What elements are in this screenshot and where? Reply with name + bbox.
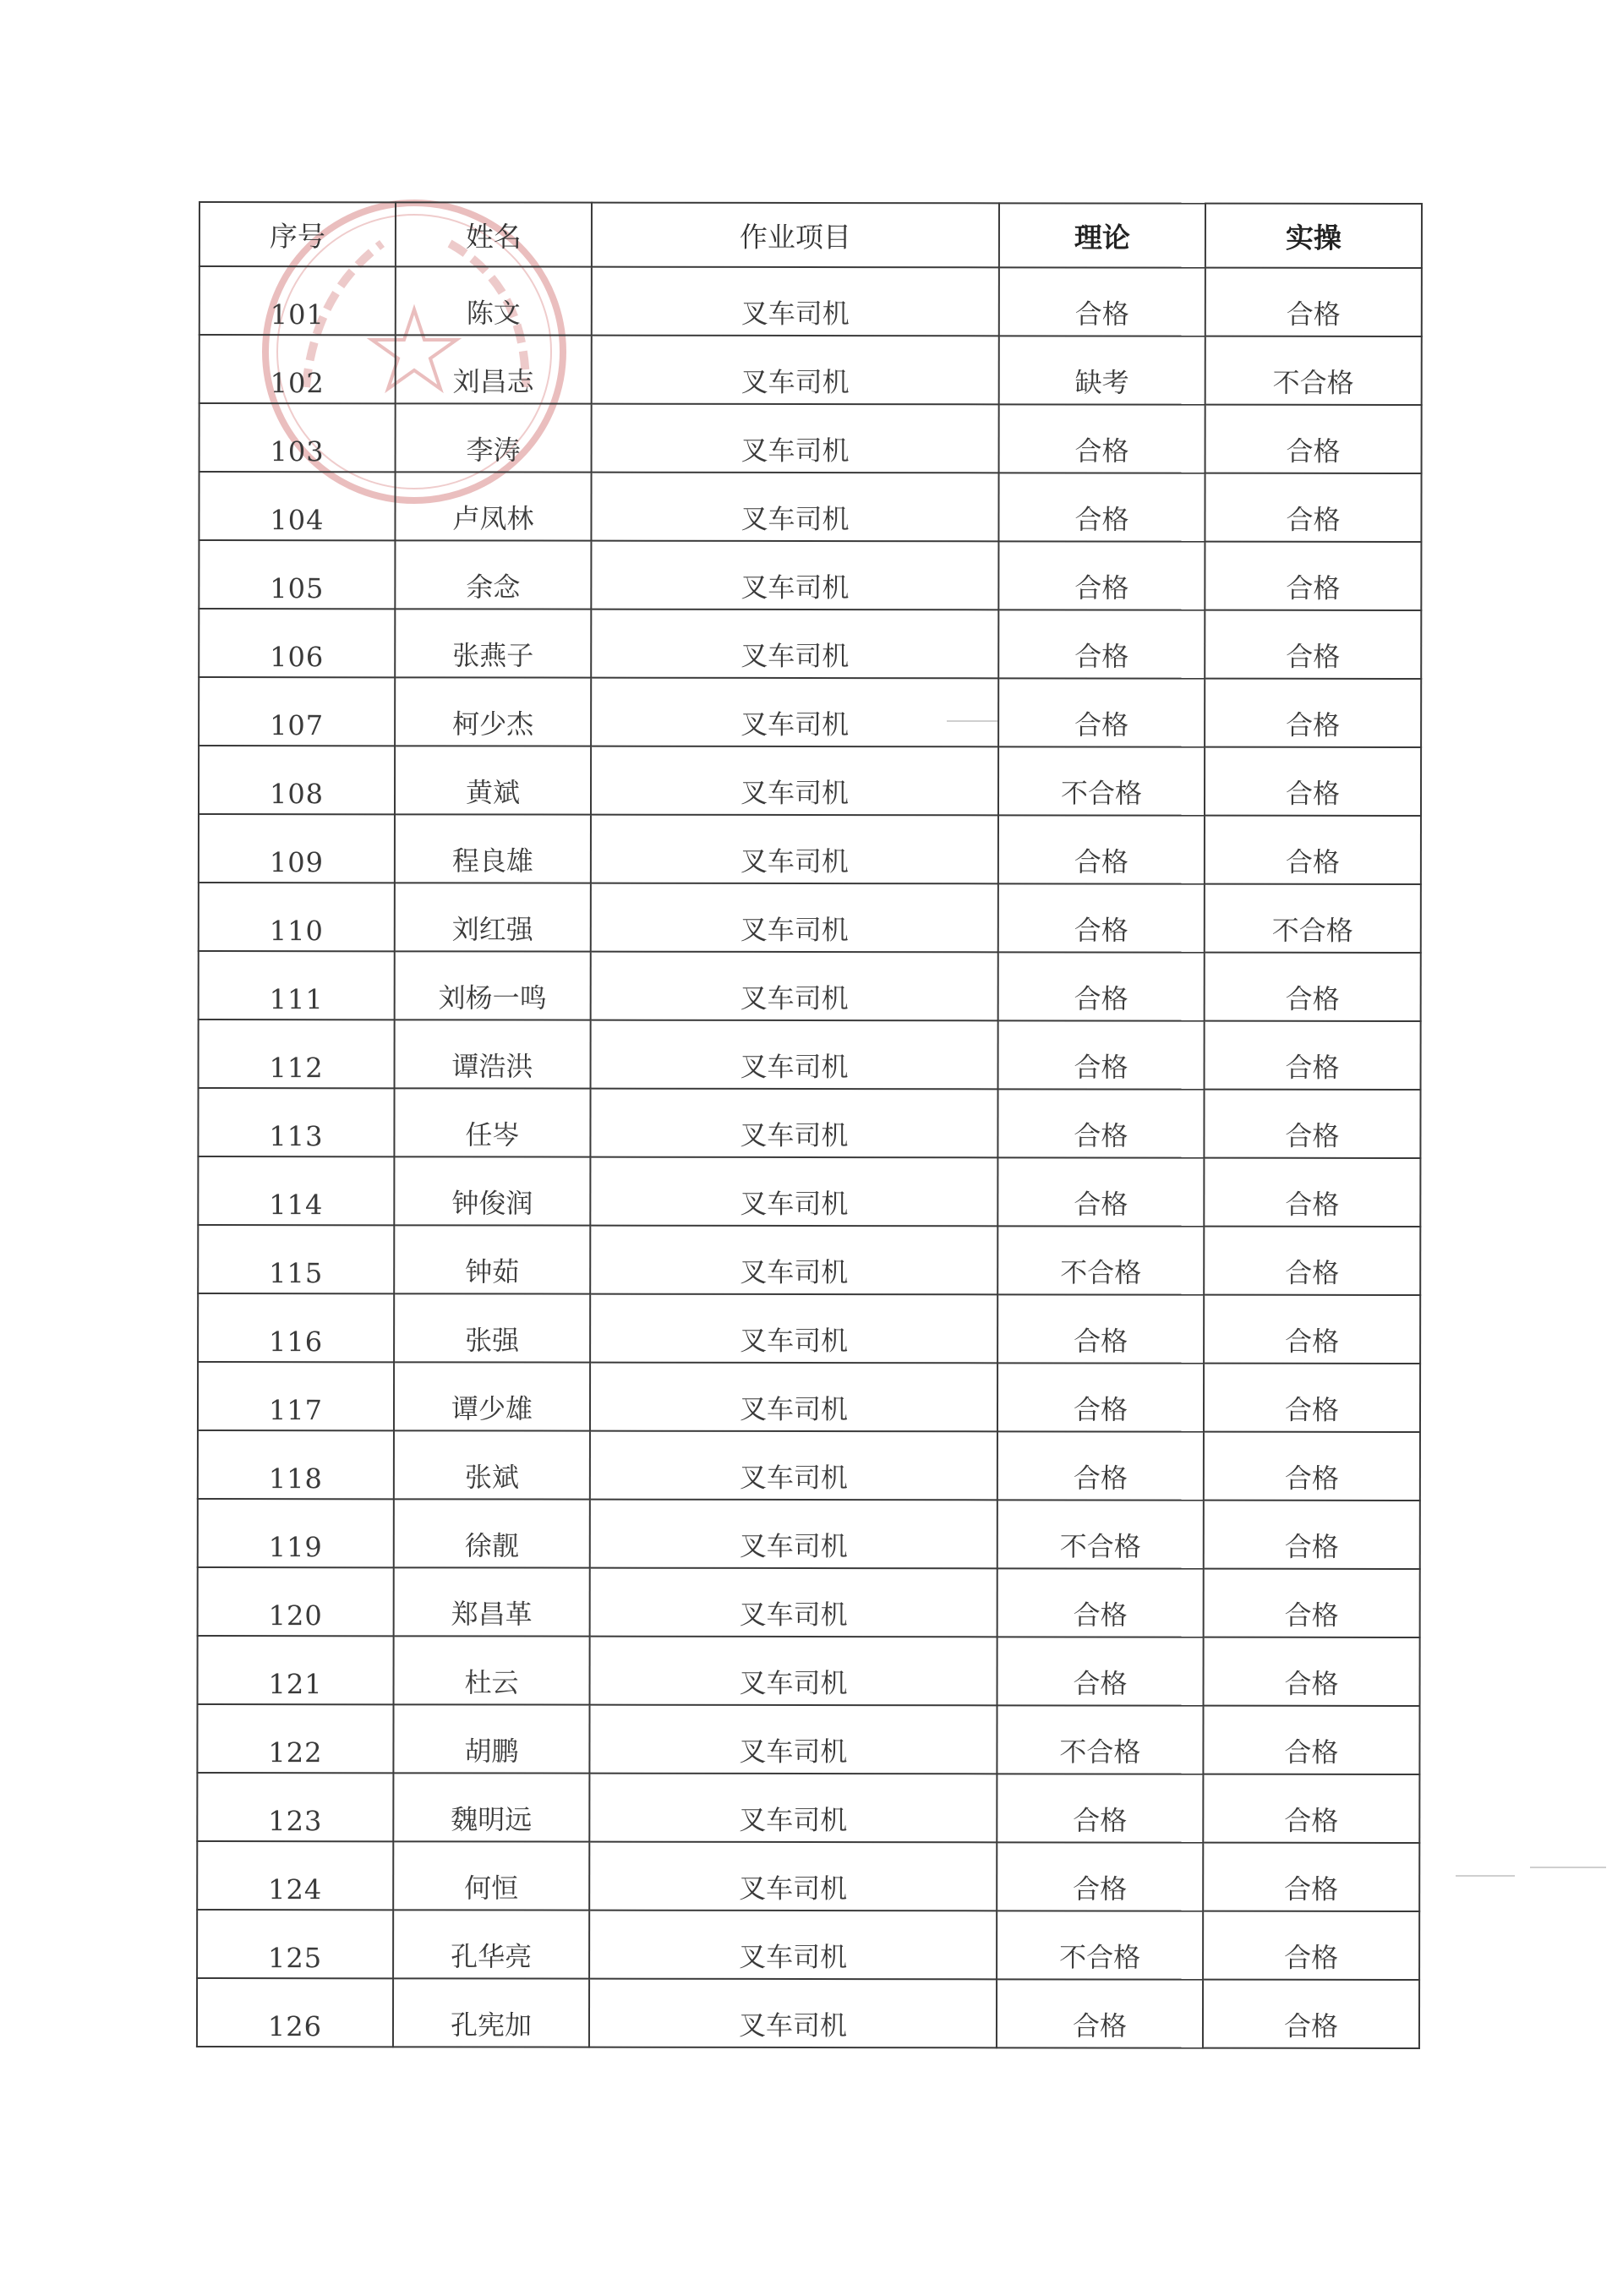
cell-project: 叉车司机 <box>590 1431 997 1501</box>
cell-practice-result: 合格 <box>1205 1021 1421 1090</box>
cell-practice-result: 合格 <box>1204 1295 1420 1364</box>
cell-name: 钟俊润 <box>394 1156 590 1225</box>
cell-project: 叉车司机 <box>591 473 998 542</box>
cell-name: 刘杨一鸣 <box>395 951 591 1020</box>
cell-practice-result: 合格 <box>1204 1637 1420 1706</box>
cell-practice-result: 合格 <box>1205 747 1421 816</box>
table-row <box>198 1567 1420 1637</box>
cell-no: 114 <box>198 1156 394 1225</box>
cell-name: 胡鹏 <box>393 1704 589 1773</box>
cell-theory-result: 合格 <box>998 678 1205 746</box>
cell-theory-result: 不合格 <box>997 1911 1203 1979</box>
header-no: 序号 <box>199 202 396 266</box>
cell-no: 110 <box>199 883 395 951</box>
cell-name: 张燕子 <box>395 609 591 677</box>
scan-speck <box>1456 1875 1515 1877</box>
table-row <box>199 609 1421 679</box>
table-row <box>198 1362 1420 1432</box>
cell-theory-result: 不合格 <box>997 1500 1204 1568</box>
cell-project: 叉车司机 <box>592 267 999 336</box>
cell-practice-result: 合格 <box>1204 1090 1420 1158</box>
table-row <box>199 883 1421 953</box>
cell-name: 余念 <box>395 540 591 609</box>
cell-no: 108 <box>199 746 395 814</box>
cell-name: 钟茹 <box>394 1225 590 1293</box>
cell-practice-result: 合格 <box>1205 953 1421 1021</box>
cell-theory-result: 合格 <box>997 1431 1204 1500</box>
cell-no: 102 <box>199 335 396 403</box>
cell-no: 115 <box>198 1225 394 1293</box>
cell-practice-result: 合格 <box>1204 1158 1420 1227</box>
table-body <box>197 266 1422 2048</box>
cell-practice-result: 合格 <box>1203 1911 1419 1980</box>
cell-practice-result: 合格 <box>1204 1227 1420 1295</box>
cell-name: 黄斌 <box>395 746 591 814</box>
table-header-row <box>199 202 1422 268</box>
cell-project: 叉车司机 <box>590 1226 997 1295</box>
cell-project: 叉车司机 <box>590 1294 997 1364</box>
cell-no: 121 <box>198 1636 394 1704</box>
cell-no: 125 <box>197 1910 393 1978</box>
table-row <box>198 1293 1420 1364</box>
cell-name: 陈文 <box>396 266 592 335</box>
cell-project: 叉车司机 <box>591 541 998 610</box>
cell-practice-result: 合格 <box>1203 1774 1419 1843</box>
cell-practice-result: 合格 <box>1204 1569 1420 1637</box>
header-theory: 理论 <box>999 203 1205 267</box>
table-row <box>197 1978 1419 2048</box>
cell-theory-result: 合格 <box>998 952 1205 1020</box>
table-row <box>199 677 1421 747</box>
cell-theory-result: 合格 <box>997 1089 1204 1157</box>
table-row <box>199 335 1422 405</box>
cell-no: 117 <box>198 1362 394 1430</box>
cell-theory-result: 合格 <box>997 1294 1204 1363</box>
cell-name: 张斌 <box>394 1430 590 1499</box>
cell-no: 122 <box>197 1704 393 1773</box>
table-row <box>199 814 1421 884</box>
cell-practice-result: 合格 <box>1205 679 1421 747</box>
table-row <box>198 1088 1420 1158</box>
cell-practice-result: 合格 <box>1205 542 1421 610</box>
cell-practice-result: 合格 <box>1203 1706 1419 1774</box>
cell-practice-result: 合格 <box>1205 473 1421 542</box>
cell-name: 何恒 <box>393 1841 589 1910</box>
table-row <box>198 1636 1420 1706</box>
cell-practice-result: 合格 <box>1204 1432 1420 1501</box>
cell-theory-result: 合格 <box>997 1363 1204 1431</box>
table-row <box>199 1020 1421 1090</box>
table-row <box>198 1156 1420 1227</box>
cell-theory-result: 不合格 <box>998 746 1205 815</box>
cell-project: 叉车司机 <box>590 1089 997 1158</box>
cell-theory-result: 合格 <box>997 1774 1203 1842</box>
header-name: 姓名 <box>396 202 592 266</box>
cell-name: 郑昌革 <box>394 1567 590 1636</box>
cell-no: 112 <box>199 1020 395 1088</box>
cell-practice-result: 合格 <box>1204 1501 1420 1569</box>
cell-no: 123 <box>197 1773 393 1841</box>
cell-project: 叉车司机 <box>592 336 999 405</box>
cell-no: 106 <box>199 609 395 677</box>
table-row <box>199 540 1421 610</box>
cell-theory-result: 合格 <box>998 610 1205 678</box>
cell-project: 叉车司机 <box>590 1500 997 1569</box>
table-row <box>199 746 1421 816</box>
cell-practice-result: 合格 <box>1203 1843 1419 1911</box>
cell-theory-result: 合格 <box>997 1842 1203 1911</box>
scan-speck <box>1530 1867 1606 1868</box>
cell-theory-result: 合格 <box>999 404 1205 473</box>
table-row <box>198 1499 1420 1569</box>
cell-theory-result: 合格 <box>997 1979 1203 2047</box>
cell-project: 叉车司机 <box>592 404 999 473</box>
cell-project: 叉车司机 <box>589 1911 997 1980</box>
cell-no: 101 <box>199 266 396 335</box>
table-row <box>199 951 1421 1021</box>
cell-project: 叉车司机 <box>590 1157 997 1227</box>
cell-name: 孔宪加 <box>393 1978 589 2047</box>
cell-project: 叉车司机 <box>591 952 998 1021</box>
cell-name: 刘昌志 <box>396 335 592 403</box>
cell-project: 叉车司机 <box>591 815 998 884</box>
table-row <box>197 1773 1419 1843</box>
cell-name: 刘红强 <box>395 883 591 951</box>
cell-practice-result: 合格 <box>1203 1980 1419 2048</box>
table-row <box>199 472 1421 542</box>
cell-theory-result: 合格 <box>998 815 1205 883</box>
cell-theory-result: 合格 <box>998 883 1205 952</box>
cell-no: 107 <box>199 677 395 746</box>
table-row <box>199 266 1422 336</box>
cell-name: 任岑 <box>394 1088 590 1156</box>
cell-no: 120 <box>198 1567 394 1636</box>
cell-no: 116 <box>198 1293 394 1362</box>
cell-project: 叉车司机 <box>590 1568 997 1637</box>
cell-theory-result: 合格 <box>997 1568 1204 1637</box>
table-row <box>197 1910 1419 1980</box>
cell-no: 103 <box>199 403 396 472</box>
cell-no: 113 <box>198 1088 394 1156</box>
cell-project: 叉车司机 <box>590 1637 997 1706</box>
cell-project: 叉车司机 <box>591 883 998 953</box>
table-row <box>197 1841 1419 1911</box>
cell-theory-result: 合格 <box>998 1020 1205 1089</box>
cell-project: 叉车司机 <box>591 678 998 747</box>
table-row <box>199 403 1422 473</box>
cell-project: 叉车司机 <box>591 1020 998 1090</box>
cell-project: 叉车司机 <box>589 1979 997 2048</box>
cell-practice-result: 合格 <box>1205 816 1421 884</box>
cell-name: 张强 <box>394 1293 590 1362</box>
cell-no: 111 <box>199 951 395 1020</box>
cell-name: 杜云 <box>394 1636 590 1704</box>
cell-no: 124 <box>197 1841 393 1910</box>
cell-practice-result: 合格 <box>1204 1364 1420 1432</box>
cell-no: 118 <box>198 1430 394 1499</box>
table-row <box>198 1430 1420 1501</box>
cell-no: 104 <box>199 472 395 540</box>
cell-no: 119 <box>198 1499 394 1567</box>
cell-name: 徐靓 <box>394 1499 590 1567</box>
cell-practice-result: 合格 <box>1205 268 1422 336</box>
cell-practice-result: 合格 <box>1205 610 1421 679</box>
table-row <box>198 1225 1420 1295</box>
cell-no: 109 <box>199 814 395 883</box>
cell-practice-result: 不合格 <box>1205 884 1421 953</box>
header-project: 作业项目 <box>592 203 999 268</box>
cell-theory-result: 合格 <box>997 1637 1204 1705</box>
cell-name: 卢凤林 <box>395 472 591 540</box>
cell-theory-result: 缺考 <box>999 336 1205 404</box>
cell-project: 叉车司机 <box>590 1363 997 1432</box>
cell-theory-result: 合格 <box>997 1157 1204 1226</box>
cell-no: 126 <box>197 1978 393 2047</box>
cell-project: 叉车司机 <box>589 1842 997 1911</box>
header-practice: 实操 <box>1205 204 1422 268</box>
table-row <box>197 1704 1419 1774</box>
cell-project: 叉车司机 <box>589 1774 997 1843</box>
cell-name: 程良雄 <box>395 814 591 883</box>
cell-project: 叉车司机 <box>589 1705 997 1774</box>
cell-theory-result: 合格 <box>999 267 1205 336</box>
cell-name: 柯少杰 <box>395 677 591 746</box>
cell-project: 叉车司机 <box>591 610 998 679</box>
exam-results-table <box>196 201 1423 2049</box>
cell-theory-result: 不合格 <box>997 1226 1204 1294</box>
cell-name: 李涛 <box>396 403 592 472</box>
cell-practice-result: 合格 <box>1205 405 1422 473</box>
cell-name: 谭少雄 <box>394 1362 590 1430</box>
cell-practice-result: 不合格 <box>1205 336 1422 405</box>
cell-project: 叉车司机 <box>591 746 998 816</box>
cell-theory-result: 不合格 <box>997 1705 1203 1774</box>
cell-name: 孔华亮 <box>393 1910 589 1978</box>
cell-no: 105 <box>199 540 395 609</box>
cell-name: 魏明远 <box>393 1773 589 1841</box>
cell-name: 谭浩洪 <box>395 1020 591 1088</box>
cell-theory-result: 合格 <box>998 541 1205 610</box>
cell-theory-result: 合格 <box>998 473 1205 541</box>
